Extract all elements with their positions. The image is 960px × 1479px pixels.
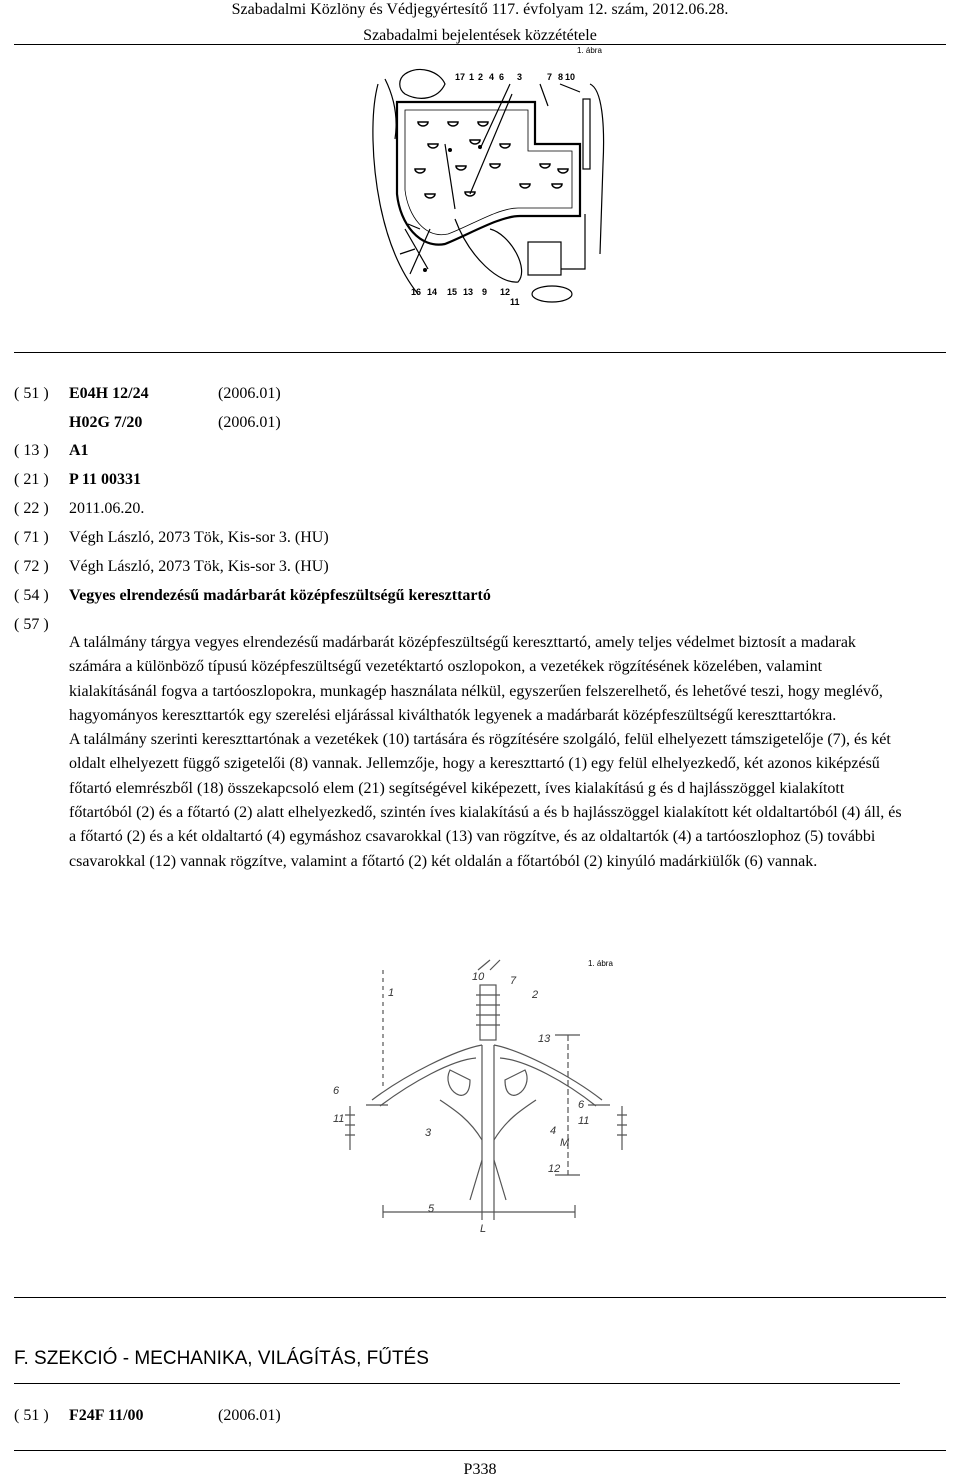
section-rule [14, 352, 946, 353]
fig1-label: 12 [500, 287, 511, 297]
fig1-label: 16 [411, 287, 422, 297]
fig1-label: 14 [427, 287, 438, 297]
ipc-class-2: H02G 7/20 [69, 414, 143, 431]
fig1-label: 11 [510, 297, 520, 307]
abstract [69, 631, 909, 874]
fig1-label: 7 [547, 72, 553, 82]
fig2-label: M [560, 1137, 570, 1149]
fig1-label: 3 [517, 72, 523, 82]
figure-2-drawing [0, 950, 960, 1250]
next-ipc-class: F24F 11/00 [69, 1407, 144, 1424]
fig2-label: 10 [472, 971, 485, 983]
fig2-label: 1 [388, 987, 395, 999]
fig2-label: 5 [428, 1203, 435, 1215]
fig2-label: 13 [538, 1033, 551, 1045]
section-header: Szabadalmi bejelentések közzététele [363, 27, 597, 44]
inventor: Végh László, 2073 Tök, Kis-sor 3. (HU) [69, 558, 329, 575]
inid-code-51: ( 51 ) [14, 1407, 49, 1424]
ipc-date-2: (2006.01) [218, 414, 281, 431]
section-rule-2 [14, 1297, 946, 1298]
inid-code-54: ( 54 ) [14, 587, 49, 604]
application-number: P 11 00331 [69, 471, 142, 488]
figure-1-bottom-labels [411, 287, 520, 307]
fig2-label: 4 [550, 1125, 557, 1137]
inid-code-13: ( 13 ) [14, 442, 49, 459]
journal-header: Szabadalmi Közlöny és Védjegyértesítő 117. évfolyam 12. szám, 2012.06.28. [231, 1, 729, 18]
inid-code-71: ( 71 ) [14, 529, 49, 546]
fig2-label: 6 [578, 1099, 585, 1111]
fig2-label: 3 [425, 1127, 432, 1139]
kind-code: A1 [69, 442, 89, 459]
fig2-label: L [480, 1223, 487, 1235]
abstract-paragraph-1: A találmány tárgya vegyes elrendezésű madárbarát középfeszültségű kereszttartó, amely teljes védelmet biztosít a madarak számára a különböző típusú középfeszültségű vezetéktartó oszlopokon, a vezetékek rögzítésének közelében, valamint kialakításánál fogva a tartóoszlopokra, munkagép használata nélkül, egyszerűen felszerelhető, és lehetővé teszi, hogy meglévő, hagyományos kereszttartók egy szerelési eljárással kiválthatók legyenek a madárbarát középfeszültségű kereszttartókra. [69, 634, 883, 724]
figure-1-top-labels [455, 72, 575, 82]
fig1-label: 15 [447, 287, 458, 297]
fig1-label: 9 [482, 287, 488, 297]
inid-code-22: ( 22 ) [14, 500, 49, 517]
figure-2-labels [333, 971, 589, 1235]
fig2-label: 6 [333, 1085, 340, 1097]
fig2-label: 11 [333, 1113, 345, 1125]
next-section-rule [14, 1383, 900, 1384]
inid-code-21: ( 21 ) [14, 471, 49, 488]
next-ipc-date: (2006.01) [218, 1407, 281, 1424]
fig1-label: 1 [469, 72, 475, 82]
fig1-label: 2 [478, 72, 484, 82]
page-number: P338 [463, 1461, 497, 1478]
fig2-label: 12 [548, 1163, 561, 1175]
figure-2-lines [345, 960, 627, 1220]
inid-code-57: ( 57 ) [14, 616, 49, 633]
inid-code-51: ( 51 ) [14, 385, 49, 402]
fig2-label: 2 [532, 989, 539, 1001]
filing-date: 2011.06.20. [69, 500, 145, 517]
figure-1-drawing [0, 44, 960, 314]
fig1-label: 10 [565, 72, 576, 82]
fig1-label: 6 [499, 72, 505, 82]
fig2-label: 11 [578, 1115, 590, 1127]
fig1-label: 17 [455, 72, 466, 82]
applicant: Végh László, 2073 Tök, Kis-sor 3. (HU) [69, 529, 329, 546]
fig2-label: 7 [510, 975, 517, 987]
footer-rule [14, 1450, 946, 1451]
fig1-label: 8 [558, 72, 564, 82]
inid-code-72: ( 72 ) [14, 558, 49, 575]
abstract-paragraph-2: A találmány szerinti kereszttartónak a vezetékek (10) tartására és rögzítésére szolgáló, felül elhelyezett támszigetelője (7), és két oldalt elhelyezett függő szigetelői (8) vannak. Jellemzője, hogy a kereszttartó (1) egy felül elhelyezkedő, két azonos kiképzésű főtartó elemrészből (18) összekapcsoló elem (21) segítségével kiképezett, íves kialakítású g és d hajlásszöggel kialakított főtartóból (2) és a főtartó (2) alatt elhelyezkedő, szintén íves kialakítású a és b hajlásszöggel kialakított két oldaltartóból (4) áll, és a főtartó (2) és a két oldaltartó (4) egymáshoz csavarokkal (13) van rögzítve, és az oldaltartók (4) a tartóoszlophoz (5) további csavarokkal (12) vannak rögzítve, valamint a főtartó (2) két oldalán a főtartóból (2) kinyúló madárkiülők (6) vannak. [69, 731, 902, 870]
figure-1-caption: 1. ábra [577, 46, 602, 55]
invention-title: Vegyes elrendezésű madárbarát középfeszültségű kereszttartó [69, 587, 491, 604]
figure-1-bird-perches [415, 122, 568, 198]
fig1-label: 4 [489, 72, 495, 82]
ipc-class-1: E04H 12/24 [69, 385, 149, 402]
figure-1-lines [373, 69, 604, 302]
fig1-label: 13 [463, 287, 474, 297]
next-section-title: F. SZEKCIÓ - MECHANIKA, VILÁGÍTÁS, FŰTÉS [14, 1348, 429, 1369]
ipc-date-1: (2006.01) [218, 385, 281, 402]
figure-2-caption: 1. ábra [588, 959, 613, 968]
